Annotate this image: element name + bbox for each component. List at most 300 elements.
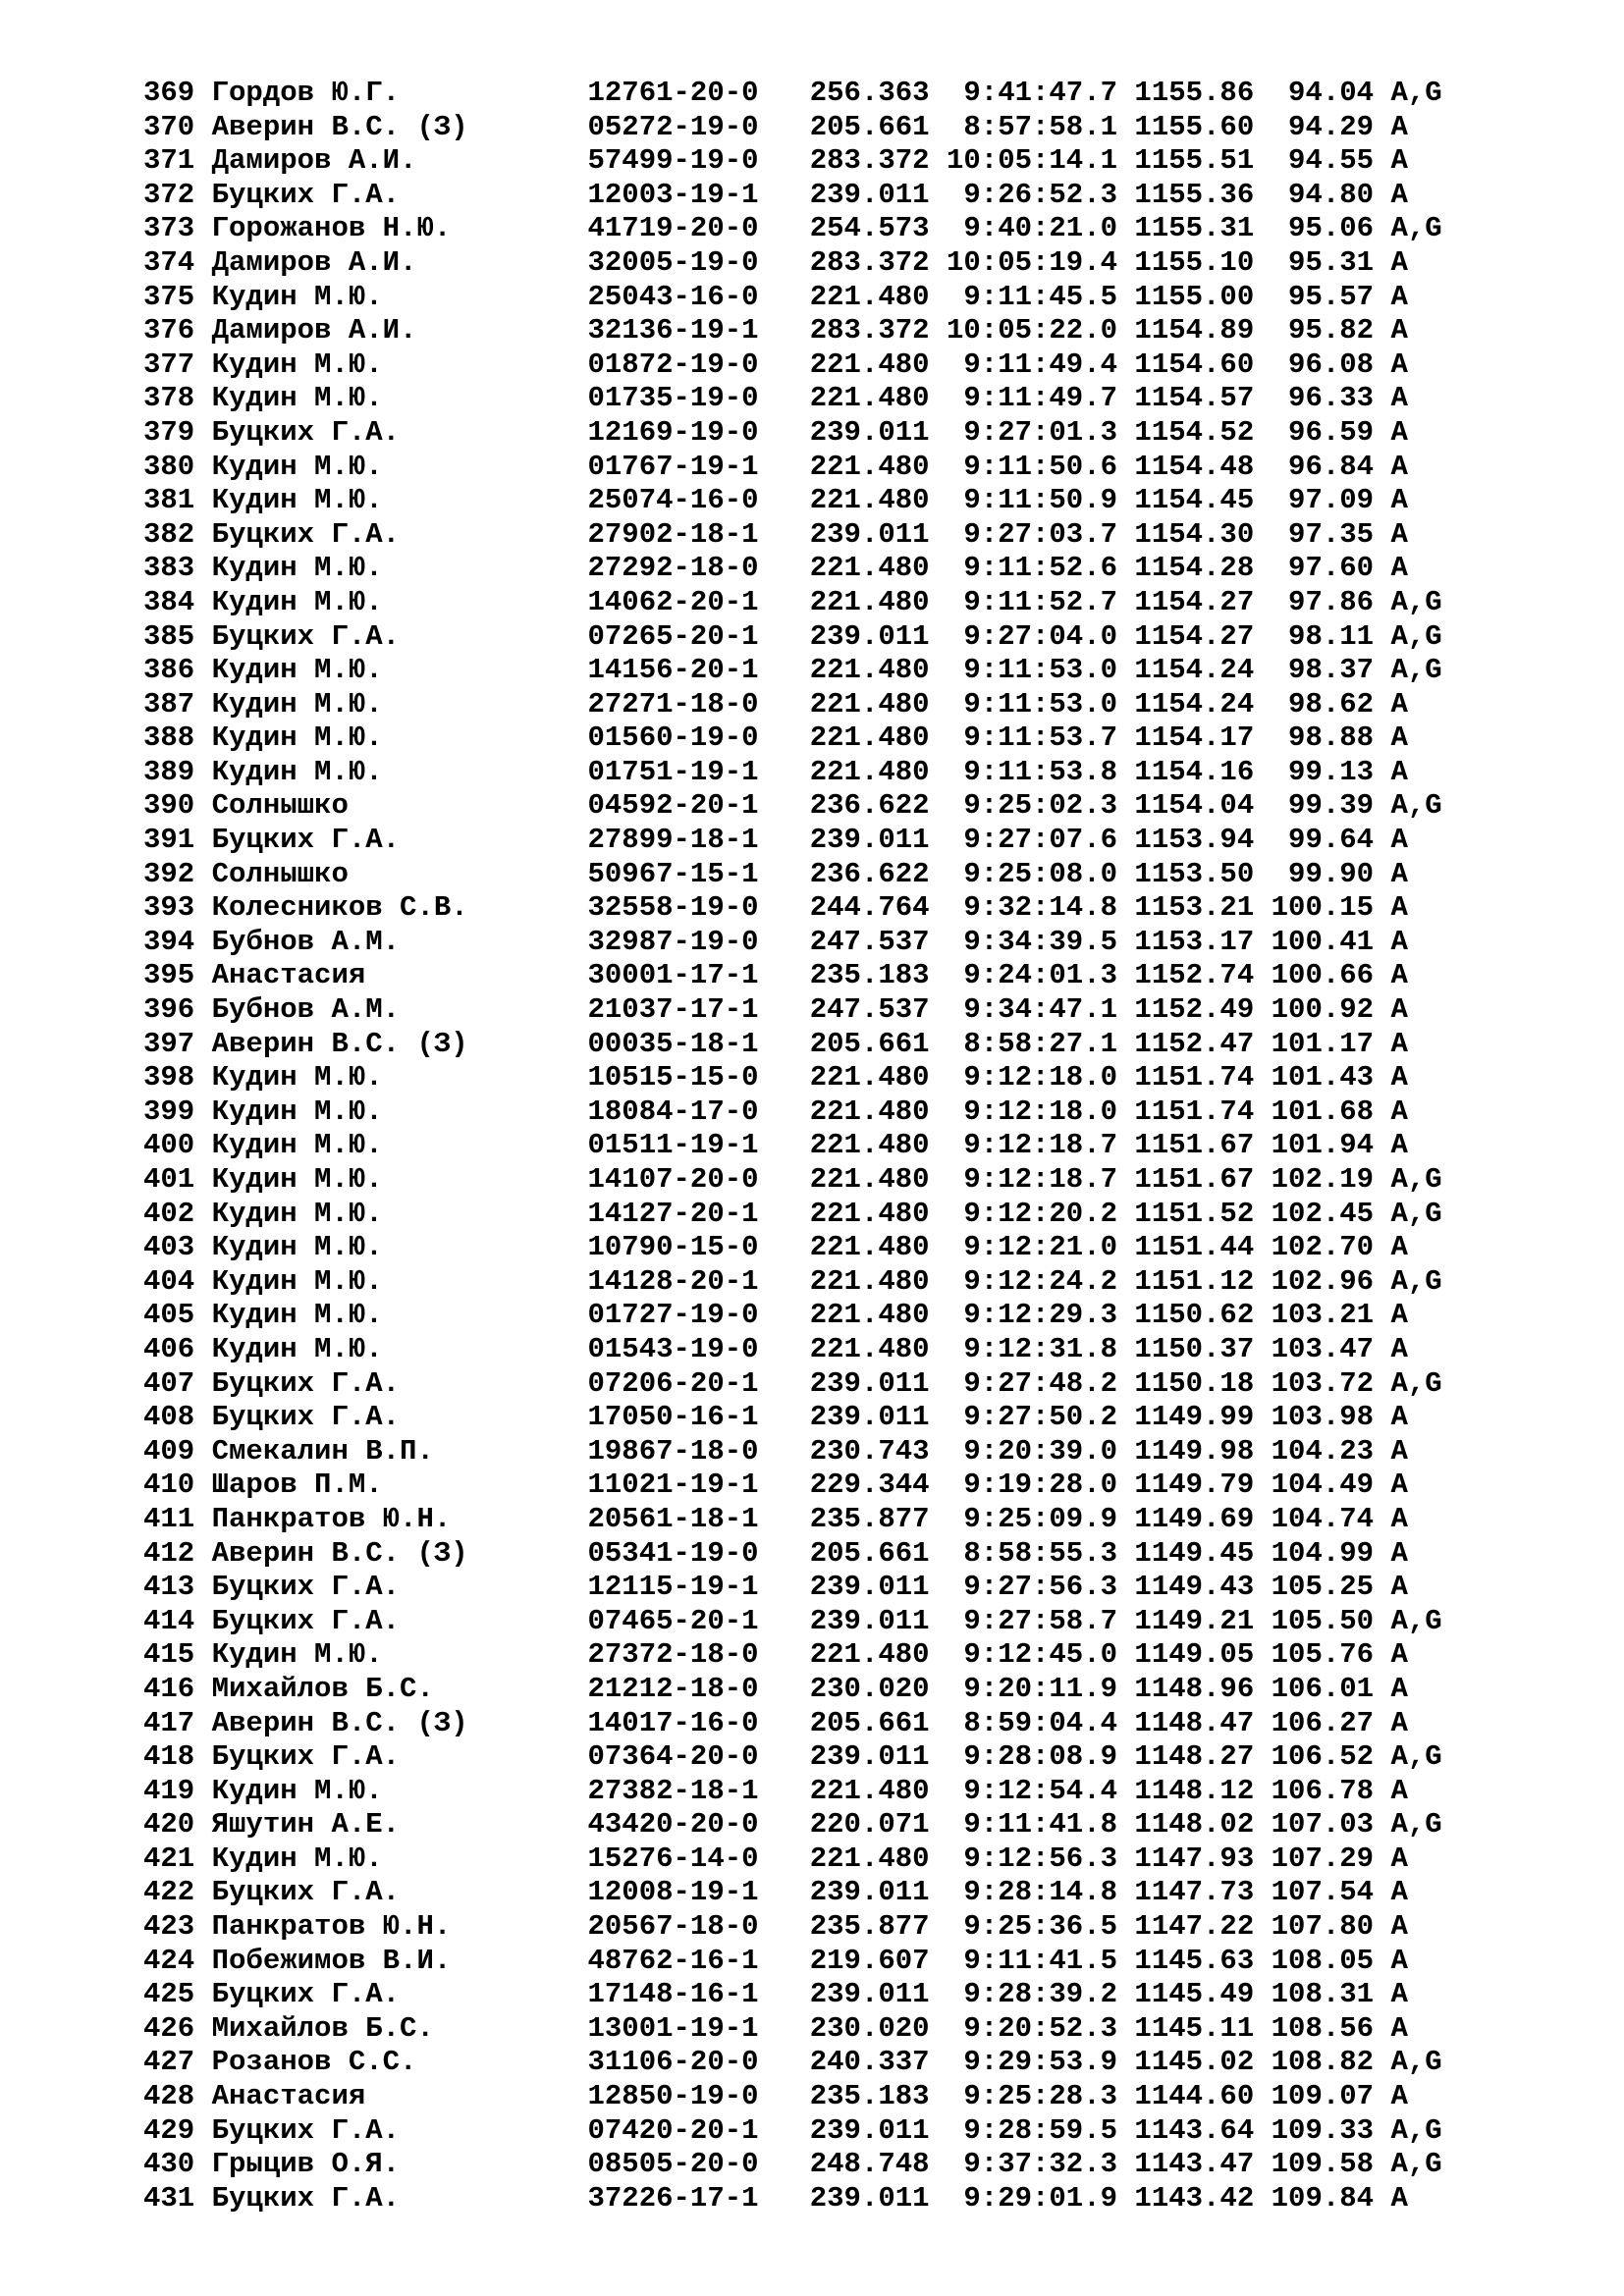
fancier-cell: Буцких Г.А.	[211, 2181, 588, 2215]
distance-cell: 230.743	[809, 1434, 947, 1468]
coefficient-cell: 103.21	[1271, 1299, 1391, 1332]
speed-cell: 1150.37	[1134, 1332, 1272, 1365]
ring-cell: 07420-20-1	[587, 2113, 810, 2147]
distance-cell: 247.537	[809, 993, 947, 1027]
flags-cell: A	[1390, 1027, 1408, 1060]
ring-cell: 08505-20-0	[587, 2148, 810, 2181]
place-cell: 371	[143, 144, 212, 178]
place-cell: 392	[143, 857, 212, 890]
result-row	[143, 518, 1442, 553]
place-cell: 390	[143, 789, 212, 823]
flags-cell: A,G	[1390, 1740, 1442, 1774]
distance-cell: 221.480	[809, 1163, 947, 1196]
place-cell: 383	[143, 552, 212, 585]
distance-cell: 219.607	[809, 1944, 947, 1977]
ring-cell: 43420-20-0	[587, 1808, 810, 1842]
ring-cell: 17050-16-1	[587, 1401, 810, 1434]
place-cell: 378	[143, 382, 212, 415]
place-cell: 400	[143, 1129, 212, 1162]
coefficient-cell: 102.19	[1271, 1163, 1391, 1196]
ring-cell: 32005-19-0	[587, 245, 810, 279]
distance-cell: 239.011	[809, 619, 947, 653]
result-row	[143, 620, 1442, 655]
arrival-time-cell: 9:29:01.9	[946, 2181, 1135, 2215]
arrival-time-cell: 9:40:21.0	[946, 212, 1135, 245]
flags-cell: A	[1390, 1332, 1408, 1365]
distance-cell: 221.480	[809, 552, 947, 585]
speed-cell: 1149.98	[1134, 1434, 1272, 1468]
flags-cell: A	[1390, 755, 1408, 788]
arrival-time-cell: 9:27:01.3	[946, 415, 1135, 449]
coefficient-cell: 108.31	[1271, 1978, 1391, 2011]
fancier-cell: Кудин М.Ю.	[211, 755, 588, 788]
result-row	[143, 1299, 1442, 1333]
arrival-time-cell: 9:37:32.3	[946, 2148, 1135, 2181]
flags-cell: A	[1390, 178, 1408, 211]
flags-cell: A	[1390, 824, 1408, 857]
fancier-cell: Бубнов А.М.	[211, 925, 588, 958]
speed-cell: 1150.62	[1134, 1299, 1272, 1332]
result-row	[143, 1198, 1442, 1232]
speed-cell: 1147.93	[1134, 1842, 1272, 1875]
place-cell: 395	[143, 959, 212, 992]
distance-cell: 235.183	[809, 2080, 947, 2113]
ring-cell: 14156-20-1	[587, 654, 810, 687]
ring-cell: 57499-19-0	[587, 144, 810, 178]
fancier-cell: Дамиров А.И.	[211, 144, 588, 178]
ring-cell: 01872-19-0	[587, 347, 810, 381]
arrival-time-cell: 9:12:45.0	[946, 1638, 1135, 1672]
flags-cell: A	[1390, 959, 1408, 992]
flags-cell: A	[1390, 1571, 1408, 1604]
flags-cell: A,G	[1390, 2148, 1442, 2181]
place-cell: 376	[143, 314, 212, 347]
ring-cell: 32987-19-0	[587, 925, 810, 958]
coefficient-cell: 95.57	[1271, 280, 1391, 313]
coefficient-cell: 103.98	[1271, 1401, 1391, 1434]
speed-cell: 1154.89	[1134, 314, 1272, 347]
fancier-cell: Горожанов Н.Ю.	[211, 212, 588, 245]
arrival-time-cell: 9:12:18.0	[946, 1095, 1135, 1128]
speed-cell: 1148.12	[1134, 1774, 1272, 1807]
fancier-cell: Буцких Г.А.	[211, 517, 588, 551]
fancier-cell: Панкратов Ю.Н.	[211, 1910, 588, 1944]
place-cell: 405	[143, 1299, 212, 1332]
distance-cell: 283.372	[809, 144, 947, 178]
flags-cell: A	[1390, 1944, 1408, 1977]
result-row	[143, 654, 1442, 688]
ring-cell: 10790-15-0	[587, 1231, 810, 1264]
speed-cell: 1153.21	[1134, 891, 1272, 925]
arrival-time-cell: 9:11:41.5	[946, 1944, 1135, 1977]
fancier-cell: Кудин М.Ю.	[211, 1197, 588, 1230]
fancier-cell: Кудин М.Ю.	[211, 1129, 588, 1162]
place-cell: 418	[143, 1740, 212, 1774]
place-cell: 403	[143, 1231, 212, 1264]
result-row	[143, 552, 1442, 586]
arrival-time-cell: 9:41:47.7	[946, 77, 1135, 109]
arrival-time-cell: 9:12:31.8	[946, 1332, 1135, 1365]
speed-cell: 1154.24	[1134, 687, 1272, 721]
coefficient-cell: 95.06	[1271, 212, 1391, 245]
fancier-cell: Бубнов А.М.	[211, 993, 588, 1027]
result-row	[143, 348, 1442, 383]
ring-cell: 17148-16-1	[587, 1978, 810, 2011]
fancier-cell: Буцких Г.А.	[211, 1978, 588, 2011]
speed-cell: 1155.10	[1134, 245, 1272, 279]
ring-cell: 37226-17-1	[587, 2181, 810, 2215]
arrival-time-cell: 10:05:14.1	[946, 144, 1135, 178]
arrival-time-cell: 9:28:39.2	[946, 1978, 1135, 2011]
coefficient-cell: 98.37	[1271, 654, 1391, 687]
arrival-time-cell: 9:11:52.7	[946, 585, 1135, 618]
arrival-time-cell: 9:28:08.9	[946, 1740, 1135, 1774]
coefficient-cell: 97.35	[1271, 517, 1391, 551]
arrival-time-cell: 8:57:58.1	[946, 110, 1135, 143]
arrival-time-cell: 8:58:27.1	[946, 1027, 1135, 1060]
coefficient-cell: 96.33	[1271, 382, 1391, 415]
result-row	[143, 824, 1442, 858]
place-cell: 394	[143, 925, 212, 958]
place-cell: 379	[143, 415, 212, 449]
fancier-cell: Кудин М.Ю.	[211, 721, 588, 755]
ring-cell: 14128-20-1	[587, 1264, 810, 1298]
ring-cell: 10515-15-0	[587, 1061, 810, 1095]
coefficient-cell: 98.88	[1271, 721, 1391, 755]
place-cell: 399	[143, 1095, 212, 1128]
result-row	[143, 1775, 1442, 1809]
fancier-cell: Анастасия	[211, 959, 588, 992]
distance-cell: 247.537	[809, 925, 947, 958]
distance-cell: 205.661	[809, 1536, 947, 1570]
ring-cell: 12850-19-0	[587, 2080, 810, 2113]
coefficient-cell: 105.76	[1271, 1638, 1391, 1672]
place-cell: 427	[143, 2046, 212, 2079]
speed-cell: 1147.22	[1134, 1910, 1272, 1944]
distance-cell: 221.480	[809, 1129, 947, 1162]
distance-cell: 205.661	[809, 110, 947, 143]
speed-cell: 1143.42	[1134, 2181, 1272, 2215]
distance-cell: 221.480	[809, 755, 947, 788]
result-row	[143, 451, 1442, 485]
coefficient-cell: 98.11	[1271, 619, 1391, 653]
flags-cell: A	[1390, 517, 1408, 551]
fancier-cell: Кудин М.Ю.	[211, 552, 588, 585]
coefficient-cell: 96.59	[1271, 415, 1391, 449]
distance-cell: 248.748	[809, 2148, 947, 2181]
ring-cell: 01543-19-0	[587, 1332, 810, 1365]
flags-cell: A	[1390, 1401, 1408, 1434]
distance-cell: 221.480	[809, 1095, 947, 1128]
result-row	[143, 1740, 1442, 1775]
coefficient-cell: 109.07	[1271, 2080, 1391, 2113]
result-row	[143, 1537, 1442, 1572]
fancier-cell: Анастасия	[211, 2080, 588, 2113]
speed-cell: 1152.49	[1134, 993, 1272, 1027]
coefficient-cell: 102.70	[1271, 1231, 1391, 1264]
flags-cell: A,G	[1390, 1197, 1442, 1230]
fancier-cell: Буцких Г.А.	[211, 1876, 588, 1909]
ring-cell: 32558-19-0	[587, 891, 810, 925]
speed-cell: 1154.57	[1134, 382, 1272, 415]
fancier-cell: Буцких Г.А.	[211, 1604, 588, 1637]
speed-cell: 1154.04	[1134, 789, 1272, 823]
distance-cell: 236.622	[809, 789, 947, 823]
distance-cell: 235.877	[809, 1502, 947, 1535]
flags-cell: A	[1390, 1842, 1408, 1875]
distance-cell: 239.011	[809, 824, 947, 857]
flags-cell: A,G	[1390, 585, 1442, 618]
coefficient-cell: 100.66	[1271, 959, 1391, 992]
arrival-time-cell: 9:12:29.3	[946, 1299, 1135, 1332]
fancier-cell: Смекалин В.П.	[211, 1434, 588, 1468]
place-cell: 420	[143, 1808, 212, 1842]
result-row	[143, 1095, 1442, 1130]
result-row	[143, 1673, 1442, 1707]
place-cell: 382	[143, 517, 212, 551]
fancier-cell: Буцких Г.А.	[211, 1571, 588, 1604]
fancier-cell: Буцких Г.А.	[211, 415, 588, 449]
place-cell: 398	[143, 1061, 212, 1095]
distance-cell: 239.011	[809, 1571, 947, 1604]
arrival-time-cell: 9:25:08.0	[946, 857, 1135, 890]
speed-cell: 1151.74	[1134, 1095, 1272, 1128]
coefficient-cell: 106.01	[1271, 1672, 1391, 1705]
distance-cell: 221.480	[809, 1774, 947, 1807]
flags-cell: A	[1390, 280, 1408, 313]
result-row	[143, 77, 1442, 111]
coefficient-cell: 109.33	[1271, 2113, 1391, 2147]
arrival-time-cell: 9:27:58.7	[946, 1604, 1135, 1637]
arrival-time-cell: 9:12:21.0	[946, 1231, 1135, 1264]
fancier-cell: Кудин М.Ю.	[211, 1061, 588, 1095]
speed-cell: 1155.00	[1134, 280, 1272, 313]
arrival-time-cell: 9:12:20.2	[946, 1197, 1135, 1230]
place-cell: 414	[143, 1604, 212, 1637]
distance-cell: 221.480	[809, 347, 947, 381]
place-cell: 377	[143, 347, 212, 381]
distance-cell: 230.020	[809, 2011, 947, 2045]
fancier-cell: Михайлов Б.С.	[211, 1672, 588, 1705]
ring-cell: 01560-19-0	[587, 721, 810, 755]
flags-cell: A	[1390, 721, 1408, 755]
result-row	[143, 2148, 1442, 2182]
speed-cell: 1144.60	[1134, 2080, 1272, 2113]
speed-cell: 1154.28	[1134, 552, 1272, 585]
ring-cell: 12003-19-1	[587, 178, 810, 211]
speed-cell: 1150.18	[1134, 1366, 1272, 1400]
flags-cell: A	[1390, 552, 1408, 585]
place-cell: 429	[143, 2113, 212, 2147]
flags-cell: A	[1390, 2080, 1408, 2113]
result-row	[143, 212, 1442, 246]
flags-cell: A	[1390, 1978, 1408, 2011]
result-row	[143, 144, 1442, 179]
ring-cell: 48762-16-1	[587, 1944, 810, 1977]
fancier-cell: Розанов С.С.	[211, 2046, 588, 2079]
ring-cell: 12115-19-1	[587, 1571, 810, 1604]
flags-cell: A	[1390, 245, 1408, 279]
place-cell: 396	[143, 993, 212, 1027]
coefficient-cell: 99.39	[1271, 789, 1391, 823]
arrival-time-cell: 9:11:45.5	[946, 280, 1135, 313]
fancier-cell: Кудин М.Ю.	[211, 1638, 588, 1672]
flags-cell: A	[1390, 1502, 1408, 1535]
ring-cell: 14062-20-1	[587, 585, 810, 618]
arrival-time-cell: 9:11:49.7	[946, 382, 1135, 415]
result-row	[143, 1910, 1442, 1945]
coefficient-cell: 104.99	[1271, 1536, 1391, 1570]
result-row	[143, 1468, 1442, 1503]
ring-cell: 01511-19-1	[587, 1129, 810, 1162]
distance-cell: 239.011	[809, 1366, 947, 1400]
arrival-time-cell: 9:12:18.7	[946, 1163, 1135, 1196]
place-cell: 417	[143, 1706, 212, 1739]
arrival-time-cell: 9:11:53.0	[946, 687, 1135, 721]
speed-cell: 1155.36	[1134, 178, 1272, 211]
speed-cell: 1145.11	[1134, 2011, 1272, 2045]
distance-cell: 221.480	[809, 585, 947, 618]
speed-cell: 1154.16	[1134, 755, 1272, 788]
distance-cell: 205.661	[809, 1706, 947, 1739]
flags-cell: A,G	[1390, 77, 1442, 109]
arrival-time-cell: 9:12:18.0	[946, 1061, 1135, 1095]
speed-cell: 1147.73	[1134, 1876, 1272, 1909]
flags-cell: A,G	[1390, 1163, 1442, 1196]
speed-cell: 1153.94	[1134, 824, 1272, 857]
speed-cell: 1148.47	[1134, 1706, 1272, 1739]
result-row	[143, 789, 1442, 824]
coefficient-cell: 109.84	[1271, 2181, 1391, 2215]
flags-cell: A,G	[1390, 2046, 1442, 2079]
speed-cell: 1149.45	[1134, 1536, 1272, 1570]
result-row	[143, 1707, 1442, 1741]
arrival-time-cell: 9:20:11.9	[946, 1672, 1135, 1705]
flags-cell: A	[1390, 857, 1408, 890]
speed-cell: 1149.21	[1134, 1604, 1272, 1637]
place-cell: 401	[143, 1163, 212, 1196]
result-row	[143, 111, 1442, 145]
result-row	[143, 1571, 1442, 1605]
ring-cell: 14017-16-0	[587, 1706, 810, 1739]
speed-cell: 1145.63	[1134, 1944, 1272, 1977]
fancier-cell: Кудин М.Ю.	[211, 1095, 588, 1128]
fancier-cell: Дамиров А.И.	[211, 314, 588, 347]
fancier-cell: Аверин В.С. (З)	[211, 1706, 588, 1739]
ring-cell: 07364-20-0	[587, 1740, 810, 1774]
fancier-cell: Буцких Г.А.	[211, 1366, 588, 1400]
coefficient-cell: 97.86	[1271, 585, 1391, 618]
fancier-cell: Буцких Г.А.	[211, 619, 588, 653]
coefficient-cell: 109.58	[1271, 2148, 1391, 2181]
result-row	[143, 1401, 1442, 1435]
result-row	[143, 858, 1442, 892]
coefficient-cell: 99.90	[1271, 857, 1391, 890]
fancier-cell: Панкратов Ю.Н.	[211, 1502, 588, 1535]
result-row	[143, 1945, 1442, 1979]
speed-cell: 1155.51	[1134, 144, 1272, 178]
distance-cell: 230.020	[809, 1672, 947, 1705]
distance-cell: 239.011	[809, 1604, 947, 1637]
coefficient-cell: 108.56	[1271, 2011, 1391, 2045]
speed-cell: 1153.17	[1134, 925, 1272, 958]
fancier-cell: Аверин В.С. (З)	[211, 110, 588, 143]
distance-cell: 221.480	[809, 654, 947, 687]
arrival-time-cell: 9:20:39.0	[946, 1434, 1135, 1468]
fancier-cell: Шаров П.М.	[211, 1468, 588, 1502]
ring-cell: 18084-17-0	[587, 1095, 810, 1128]
speed-cell: 1155.86	[1134, 77, 1272, 109]
coefficient-cell: 107.03	[1271, 1808, 1391, 1842]
result-row	[143, 281, 1442, 315]
flags-cell: A	[1390, 1910, 1408, 1944]
result-row	[143, 1129, 1442, 1163]
fancier-cell: Кудин М.Ю.	[211, 1264, 588, 1298]
arrival-time-cell: 9:25:28.3	[946, 2080, 1135, 2113]
arrival-time-cell: 9:12:24.2	[946, 1264, 1135, 1298]
flags-cell: A,G	[1390, 2113, 1442, 2147]
coefficient-cell: 95.31	[1271, 245, 1391, 279]
distance-cell: 239.011	[809, 178, 947, 211]
arrival-time-cell: 9:11:53.8	[946, 755, 1135, 788]
place-cell: 423	[143, 1910, 212, 1944]
fancier-cell: Яшутин А.Е.	[211, 1808, 588, 1842]
ring-cell: 27372-18-0	[587, 1638, 810, 1672]
flags-cell: A	[1390, 1129, 1408, 1162]
result-row	[143, 1638, 1442, 1673]
speed-cell: 1154.52	[1134, 415, 1272, 449]
coefficient-cell: 94.80	[1271, 178, 1391, 211]
coefficient-cell: 94.04	[1271, 77, 1391, 109]
fancier-cell: Грыцив О.Я.	[211, 2148, 588, 2181]
result-row	[143, 1367, 1442, 1402]
ring-cell: 07265-20-1	[587, 619, 810, 653]
distance-cell: 221.480	[809, 1299, 947, 1332]
arrival-time-cell: 9:11:53.7	[946, 721, 1135, 755]
speed-cell: 1151.44	[1134, 1231, 1272, 1264]
flags-cell: A	[1390, 1434, 1408, 1468]
place-cell: 404	[143, 1264, 212, 1298]
place-cell: 430	[143, 2148, 212, 2181]
coefficient-cell: 103.72	[1271, 1366, 1391, 1400]
place-cell: 397	[143, 1027, 212, 1060]
place-cell: 408	[143, 1401, 212, 1434]
speed-cell: 1149.99	[1134, 1401, 1272, 1434]
result-row	[143, 1842, 1442, 1877]
arrival-time-cell: 9:25:36.5	[946, 1910, 1135, 1944]
speed-cell: 1154.27	[1134, 619, 1272, 653]
result-row	[143, 993, 1442, 1028]
speed-cell: 1154.48	[1134, 450, 1272, 483]
result-row	[143, 1333, 1442, 1367]
place-cell: 393	[143, 891, 212, 925]
coefficient-cell: 107.29	[1271, 1842, 1391, 1875]
coefficient-cell: 97.60	[1271, 552, 1391, 585]
speed-cell: 1143.47	[1134, 2148, 1272, 2181]
flags-cell: A	[1390, 2011, 1408, 2045]
coefficient-cell: 94.29	[1271, 110, 1391, 143]
place-cell: 391	[143, 824, 212, 857]
distance-cell: 283.372	[809, 245, 947, 279]
ring-cell: 05272-19-0	[587, 110, 810, 143]
result-row	[143, 1605, 1442, 1639]
ring-cell: 21037-17-1	[587, 993, 810, 1027]
distance-cell: 221.480	[809, 450, 947, 483]
ring-cell: 32136-19-1	[587, 314, 810, 347]
arrival-time-cell: 10:05:19.4	[946, 245, 1135, 279]
coefficient-cell: 103.47	[1271, 1332, 1391, 1365]
arrival-time-cell: 9:12:56.3	[946, 1842, 1135, 1875]
